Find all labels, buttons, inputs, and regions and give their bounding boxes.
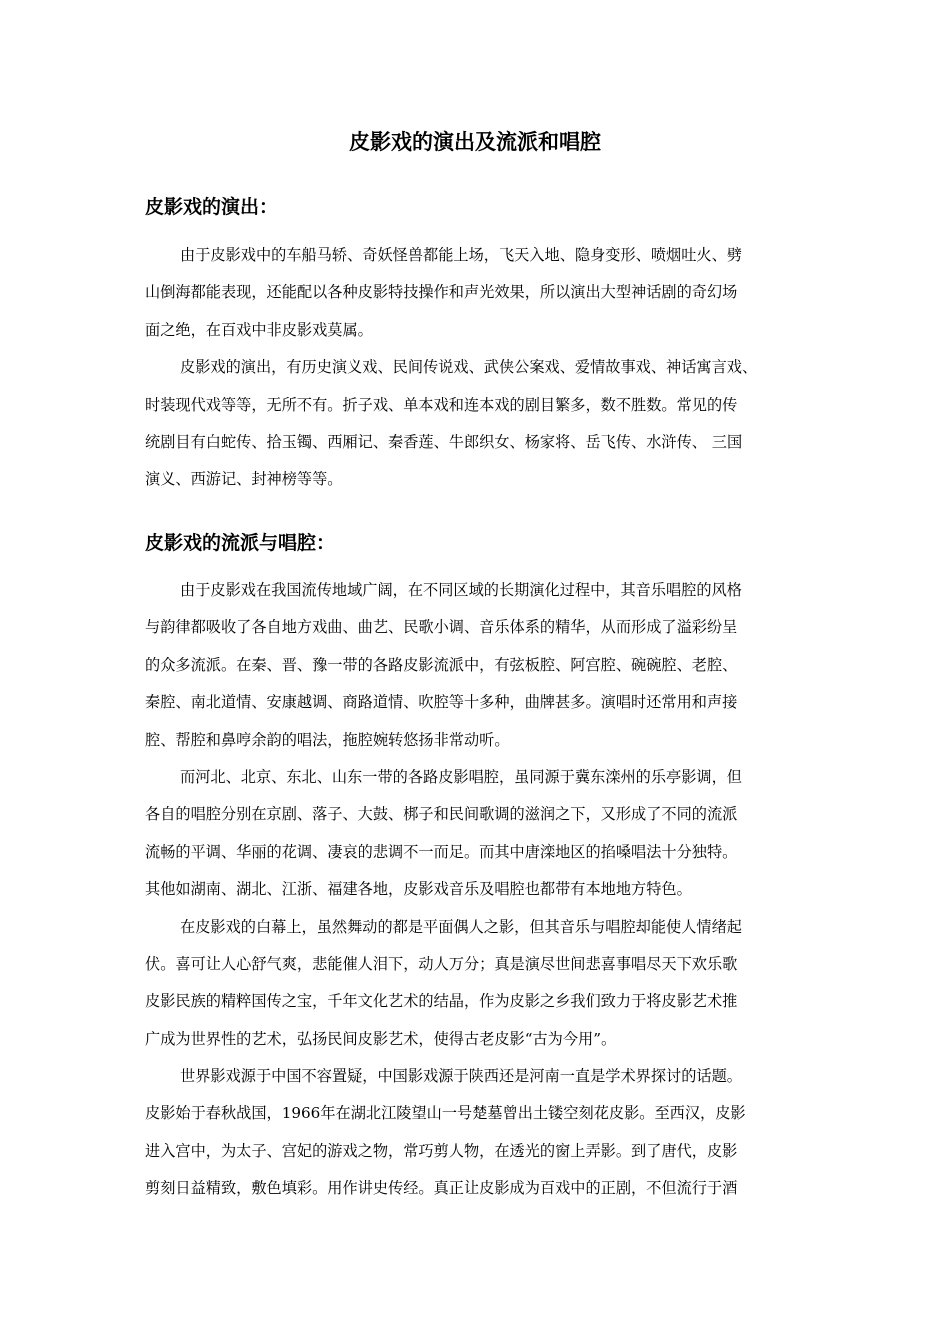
section-heading-schools-and-singing: 皮影戏的流派与唱腔： — [145, 532, 336, 554]
paragraph-line: 流畅的平调、华丽的花调、凄哀的悲调不一而足。而其中唐滦地区的掐嗓唱法十分独特。 — [145, 842, 738, 861]
paragraph-line: 而河北、北京、东北、山东一带的各路皮影唱腔，虽同源于冀东滦州的乐亭影调，但 — [180, 767, 742, 786]
paragraph-line: 面之绝，在百戏中非皮影戏莫属。 — [145, 320, 373, 339]
paragraph-line: 统剧目有白蛇传、拾玉镯、西厢记、秦香莲、牛郎织女、杨家将、岳飞传、水浒传、 三国 — [145, 432, 743, 451]
paragraph-line: 世界影戏源于中国不容置疑，中国影戏源于陕西还是河南一直是学术界探讨的话题。 — [180, 1067, 742, 1086]
page-title: 皮影戏的演出及流派和唱腔 — [349, 130, 601, 154]
paragraph-line: 与韵律都吸收了各自地方戏曲、曲艺、民歌小调、音乐体系的精华，从而形成了溢彩纷呈 — [145, 618, 738, 637]
paragraph-line: 各自的唱腔分别在京剧、落子、大鼓、梆子和民间歌调的滋润之下，又形成了不同的流派 — [145, 805, 738, 824]
paragraph-line: 腔、帮腔和鼻哼余韵的唱法，拖腔婉转悠扬非常动听。 — [145, 730, 510, 749]
paragraph-line: 皮影民族的精粹国传之宝，千年文化艺术的结晶，作为皮影之乡我们致力于将皮影艺术推 — [145, 992, 738, 1011]
paragraph-line: 剪刻日益精致，敷色填彩。用作讲史传经。真正让皮影成为百戏中的正剧，不但流行于酒 — [145, 1179, 738, 1198]
paragraph-line: 其他如湖南、湖北、江浙、福建各地，皮影戏音乐及唱腔也都带有本地地方特色。 — [145, 880, 692, 899]
section-heading-performance: 皮影戏的演出： — [145, 196, 279, 218]
paragraph-line: 皮影戏的演出，有历史演义戏、民间传说戏、武侠公案戏、爱情故事戏、神话寓言戏、 — [180, 358, 758, 377]
paragraph-line: 皮影始于春秋战国，1966年在湖北江陵望山一号楚墓曾出土镂空刻花皮影。至西汉，皮影 — [145, 1104, 746, 1123]
paragraph-line: 广成为世界性的艺术，弘扬民间皮影艺术，使得古老皮影“古为今用”。 — [145, 1029, 617, 1048]
paragraph-line: 时装现代戏等等，无所不有。折子戏、单本戏和连本戏的剧目繁多，数不胜数。常见的传 — [145, 395, 738, 414]
paragraph-line: 秦腔、南北道情、安康越调、商路道情、吹腔等十多种，曲牌甚多。演唱时还常用和声接 — [145, 693, 738, 712]
paragraph-line: 的众多流派。在秦、晋、豫一带的各路皮影流派中，有弦板腔、阿宫腔、碗碗腔、老腔、 — [145, 655, 738, 674]
paragraph-line: 在皮影戏的白幕上，虽然舞动的都是平面偶人之影，但其音乐与唱腔却能使人情绪起 — [180, 917, 742, 936]
paragraph-line: 伏。喜可让人心舒气爽，悲能催人泪下，动人万分；真是演尽世间悲喜事唱尽天下欢乐歌 — [145, 954, 738, 973]
section-body-performance — [145, 237, 825, 499]
paragraph-line: 由于皮影戏中的车船马轿、奇妖怪兽都能上场，飞天入地、隐身变形、喷烟吐火、劈 — [180, 246, 742, 264]
paragraph-line: 进入宫中，为太子、宫妃的游戏之物，常巧剪人物，在透光的窗上弄影。到了唐代，皮影 — [145, 1141, 738, 1160]
paragraph-line: 演义、西游记、封神榜等等。 — [145, 470, 343, 489]
section-body-schools-and-singing — [145, 572, 825, 1208]
paragraph-line: 由于皮影戏在我国流传地域广阔，在不同区域的长期演化过程中，其音乐唱腔的风格 — [180, 581, 742, 599]
paragraph-line: 山倒海都能表现，还能配以各种皮影特技操作和声光效果，所以演出大型神话剧的奇幻场 — [145, 283, 738, 302]
